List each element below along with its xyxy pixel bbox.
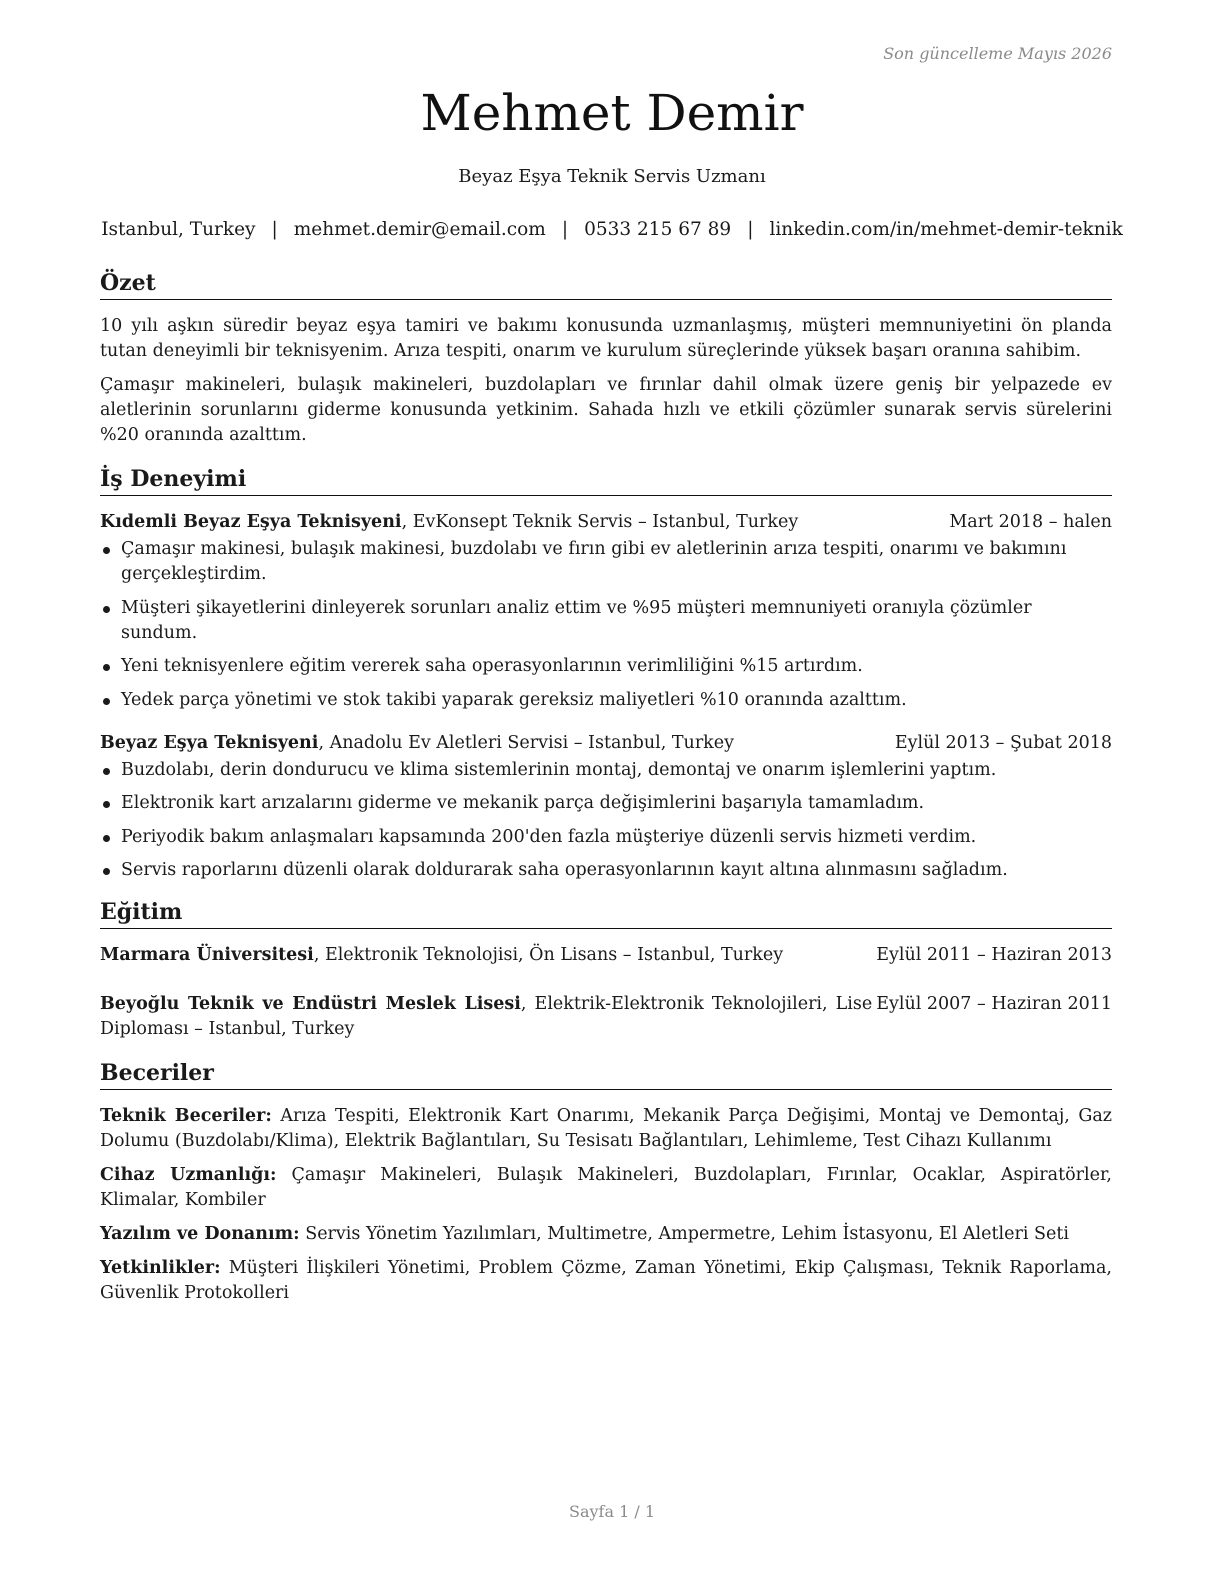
section-title-skills: Beceriler — [100, 1058, 1112, 1090]
job-bullets — [100, 537, 1112, 713]
job-entry — [100, 510, 1112, 713]
skill-group — [100, 1163, 1112, 1213]
skill-group — [100, 1104, 1112, 1154]
bullet-dot-icon — [103, 801, 110, 808]
bullet-dot-icon — [103, 698, 110, 705]
job-header — [100, 510, 1112, 535]
job-company: , EvKonsept Teknik Servis – Istanbul, Turkey — [401, 512, 799, 532]
contact-separator: | — [561, 219, 569, 240]
candidate-name: Mehmet Demir — [420, 84, 804, 142]
job-bullet: Yedek parça yönetimi ve stok takibi yaparak gereksiz maliyetleri %10 oranında azalttım. — [100, 688, 1112, 713]
summary-paragraph: 10 yılı aşkın süredir beyaz eşya tamiri ve bakımı konusunda uzmanlaşmış, müşteri memnuniyetini ön planda tutan deneyimli bir teknisyenim. Arıza tespiti, onarım ve kurulum süreçlerinde yüksek başarı oranına sahibim. — [100, 316, 1112, 361]
education-school: Marmara Üniversitesi — [100, 945, 314, 965]
candidate-headline: Beyaz Eşya Teknik Servis Uzmanı — [458, 166, 766, 187]
section-title-education: Eğitim — [100, 897, 1112, 929]
education-entry — [100, 992, 1112, 1042]
last-updated: Son güncelleme Mayıs 2026 — [883, 44, 1112, 63]
contact-phone: 0533 215 67 89 — [584, 219, 732, 240]
experience-section — [100, 464, 1112, 883]
contact-separator: | — [271, 219, 278, 240]
skill-label: Yazılım ve Donanım: — [100, 1224, 300, 1244]
job-role: Kıdemli Beyaz Eşya Teknisyeni — [100, 512, 402, 532]
education-school: Beyoğlu Teknik ve Endüstri Meslek Lisesi — [100, 994, 521, 1014]
resume-content — [100, 268, 1112, 1315]
section-title-experience: İş Deneyimi — [100, 464, 1112, 496]
skills-section — [100, 1058, 1112, 1306]
job-bullet: Müşteri şikayetlerini dinleyerek sorunları analiz ettim ve %95 müşteri memnuniyeti oranıyla çözümler sundum. — [100, 596, 1112, 646]
education-detail: , Elektronik Teknolojisi, Ön Lisans – Istanbul, Turkey — [313, 945, 784, 965]
education-dates: Eylül 2007 – Haziran 2011 — [876, 994, 1112, 1014]
skill-value: Servis Yönetim Yazılımları, Multimetre, Ampermetre, Lehim İstasyonu, El Aletleri Seti — [305, 1224, 1069, 1244]
bullet-dot-icon — [103, 835, 110, 842]
contact-separator: | — [747, 219, 754, 240]
job-bullet: Buzdolabı, derin dondurucu ve klima sistemlerinin montaj, demontaj ve onarım işlemlerini yaptım. — [100, 758, 1112, 783]
contact-email[interactable]: mehmet.demir@email.com — [293, 219, 546, 240]
job-bullet: Yeni teknisyenlere eğitim vererek saha operasyonlarının verimliliğini %15 artırdım. — [100, 654, 1112, 679]
education-dates: Eylül 2011 – Haziran 2013 — [876, 945, 1112, 965]
education-detail: , Elektrik-Elektronik Teknolojileri, Lise Diploması – Istanbul, Turkey — [100, 994, 873, 1039]
job-company: , Anadolu Ev Aletleri Servisi – Istanbul, Turkey — [318, 732, 735, 753]
skill-group — [100, 1222, 1112, 1247]
job-bullets — [100, 758, 1112, 884]
education-entry — [100, 943, 1112, 968]
job-dates: Eylül 2013 – Şubat 2018 — [894, 732, 1112, 753]
bullet-dot-icon — [103, 768, 110, 775]
job-bullet: Elektronik kart arızalarını giderme ve mekanik parça değişimlerini başarıyla tamamladım. — [100, 791, 1112, 816]
skill-value: Müşteri İlişkileri Yönetimi, Problem Çözme, Zaman Yönetimi, Ekip Çalışması, Teknik Raporlama, Güvenlik Protokolleri — [100, 1258, 1112, 1303]
skill-label: Yetkinlikler: — [100, 1258, 221, 1278]
job-role: Beyaz Eşya Teknisyeni — [100, 732, 319, 753]
contact-line — [0, 219, 1224, 240]
job-entry — [100, 731, 1112, 884]
skill-label: Teknik Beceriler: — [100, 1106, 272, 1126]
job-header — [100, 731, 1112, 756]
skill-group — [100, 1256, 1112, 1306]
skill-label: Cihaz Uzmanlığı: — [100, 1165, 277, 1185]
job-bullet: Çamaşır makinesi, bulaşık makinesi, buzdolabı ve fırın gibi ev aletlerinin arıza tespiti, onarımı ve bakımını gerçekleştirdim. — [100, 537, 1112, 587]
education-section — [100, 897, 1112, 1042]
skill-value: Arıza Tespiti, Elektronik Kart Onarımı, Mekanik Parça Değişimi, Montaj ve Demontaj, Gaz Dolumu (Buzdolabı/Klima), Elektrik Bağlantıları, Su Tesisatı Bağlantıları, Lehimleme, Test Cihazı Kullanımı — [100, 1106, 1112, 1151]
page-number: Sayfa 1 / 1 — [568, 1502, 655, 1521]
contact-location: Istanbul, Turkey — [101, 219, 256, 240]
skill-value: Çamaşır Makineleri, Bulaşık Makineleri, Buzdolapları, Fırınlar, Ocaklar, Aspiratörler, Klimalar, Kombiler — [100, 1165, 1112, 1210]
bullet-dot-icon — [103, 868, 110, 875]
bullet-dot-icon — [103, 664, 110, 671]
section-title-summary: Özet — [100, 268, 1112, 300]
job-dates: Mart 2018 – halen — [949, 512, 1112, 532]
job-bullet: Servis raporlarını düzenli olarak doldurarak saha operasyonlarının kayıt altına alınmasını sağladım. — [100, 858, 1112, 883]
summary-section — [100, 268, 1112, 448]
contact-linkedin[interactable]: linkedin.com/in/mehmet-demir-teknik — [769, 219, 1123, 240]
bullet-dot-icon — [103, 547, 110, 554]
job-bullet: Periyodik bakım anlaşmaları kapsamında 200'den fazla müşteriye düzenli servis hizmeti verdim. — [100, 825, 1112, 850]
bullet-dot-icon — [103, 606, 110, 613]
summary-paragraph: Çamaşır makineleri, bulaşık makineleri, buzdolapları ve fırınlar dahil olmak üzere geniş bir yelpazede ev aletlerinin sorunlarını giderme konusunda yetkinim. Sahada hızlı ve etkili çözümler sunarak servis sürelerini %20 oranında azalttım. — [100, 375, 1112, 445]
